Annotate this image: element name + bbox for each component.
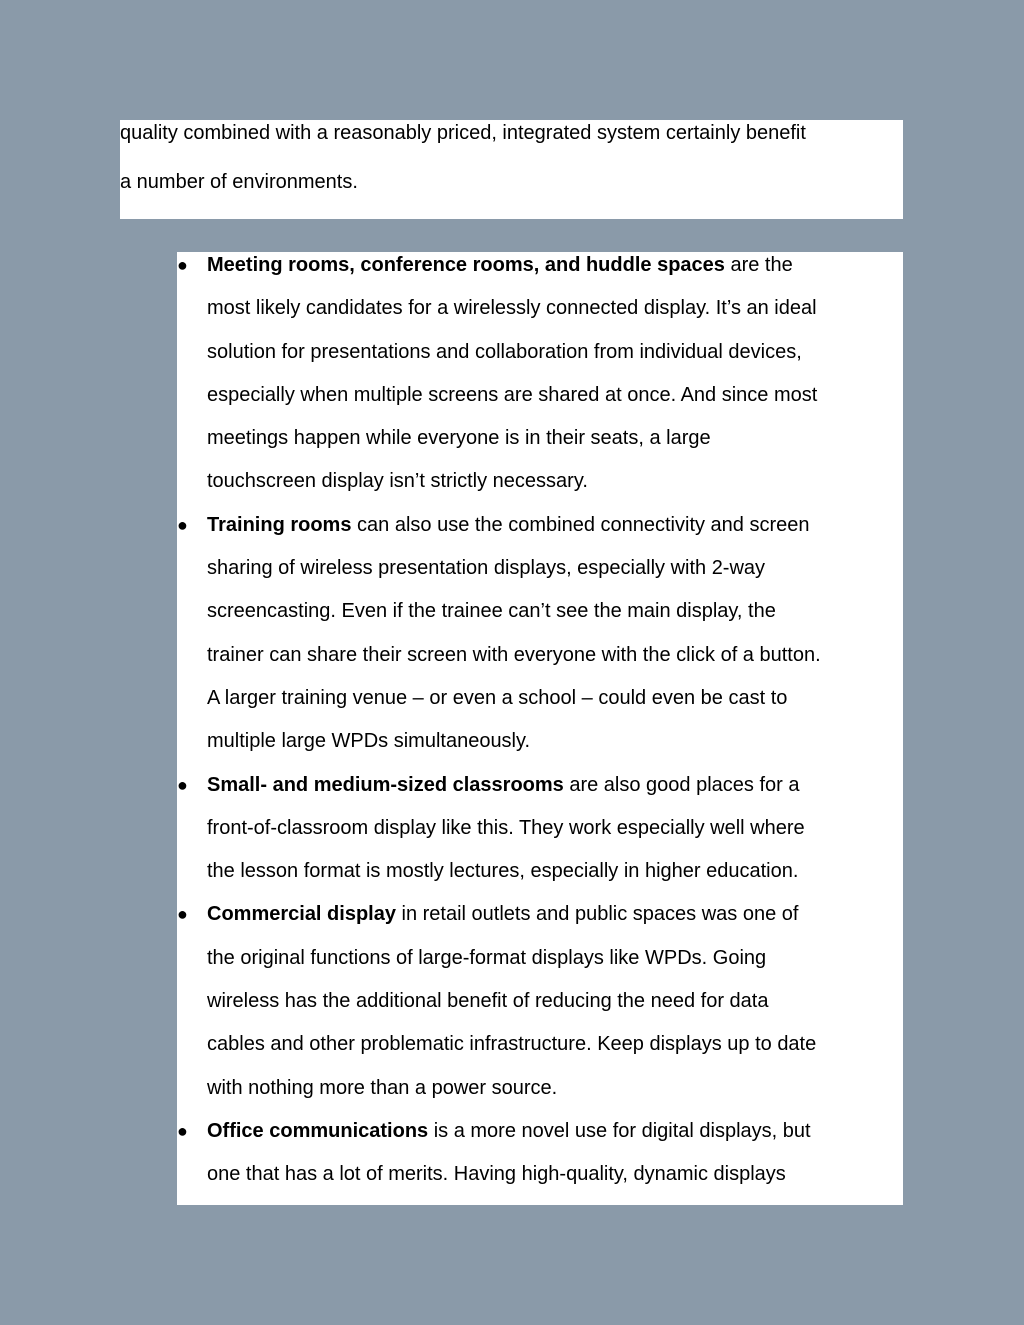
intro-line: quality combined with a reasonably priced, integrated system certainly benefit (120, 122, 806, 144)
environments-bullet-list (177, 244, 903, 1197)
bullet-text: screencasting. Even if the trainee can’t see the main display, the (207, 600, 776, 623)
bullet-text: front-of-classroom display like this. They work especially well where (207, 816, 805, 839)
bullet-icon: ● (177, 514, 188, 535)
bullet-heading: Training rooms (207, 513, 352, 536)
bullet-text: with nothing more than a power source. (207, 1076, 558, 1099)
bullet-heading: Commercial display (207, 903, 396, 926)
bullet-text: multiple large WPDs simultaneously. (207, 730, 531, 753)
bullet-text: touchscreen display isn’t strictly necessary. (207, 470, 588, 493)
intro-paragraph-block (120, 120, 903, 219)
bullet-text: most likely candidates for a wirelessly connected display. It’s an ideal (207, 297, 817, 320)
bullet-icon: ● (177, 904, 188, 925)
bullet-text: wireless has the additional benefit of reducing the need for data (207, 990, 769, 1013)
bullet-text: trainer can share their screen with everyone with the click of a button. (207, 643, 821, 666)
bullet-text: solution for presentations and collaboration from individual devices, (207, 340, 802, 363)
intro-line: a number of environments. (120, 171, 358, 193)
bullet-icon: ● (177, 1120, 188, 1141)
bullet-item-meeting-rooms (177, 244, 903, 504)
bullet-heading: Meeting rooms, conference rooms, and huddle spaces (207, 254, 725, 276)
bullet-item-training-rooms (177, 504, 903, 764)
bullet-text: meetings happen while everyone is in their seats, a large (207, 427, 711, 450)
bullet-text: especially when multiple screens are shared at once. And since most (207, 383, 818, 406)
bullet-text: are the (724, 254, 793, 276)
bullet-text: are also good places for a (563, 773, 800, 796)
bullet-text: sharing of wireless presentation displays, especially with 2-way (207, 557, 766, 580)
bullet-item-commercial-display (177, 893, 903, 1109)
intro-paragraph (120, 109, 903, 207)
bullet-text: cables and other problematic infrastructure. Keep displays up to date (207, 1033, 817, 1056)
bullet-text: A larger training venue – or even a school – could even be cast to (207, 686, 788, 709)
bullet-heading: Office communications (207, 1119, 429, 1142)
bullet-text: the original functions of large-format displays like WPDs. Going (207, 946, 767, 969)
bullet-icon: ● (177, 255, 188, 275)
environments-list-block (177, 252, 903, 1205)
bullet-item-office-communications (177, 1110, 903, 1197)
bullet-text: in retail outlets and public spaces was one of (395, 903, 799, 926)
bullet-text: the lesson format is mostly lectures, especially in higher education. (207, 860, 799, 883)
bullet-text: one that has a lot of merits. Having high-quality, dynamic displays (207, 1163, 786, 1186)
bullet-text: is a more novel use for digital displays, but (428, 1119, 811, 1142)
bullet-icon: ● (177, 774, 188, 795)
bullet-heading: Small- and medium-sized classrooms (207, 773, 564, 796)
bullet-text: can also use the combined connectivity and screen (351, 513, 810, 536)
bullet-item-classrooms (177, 764, 903, 894)
